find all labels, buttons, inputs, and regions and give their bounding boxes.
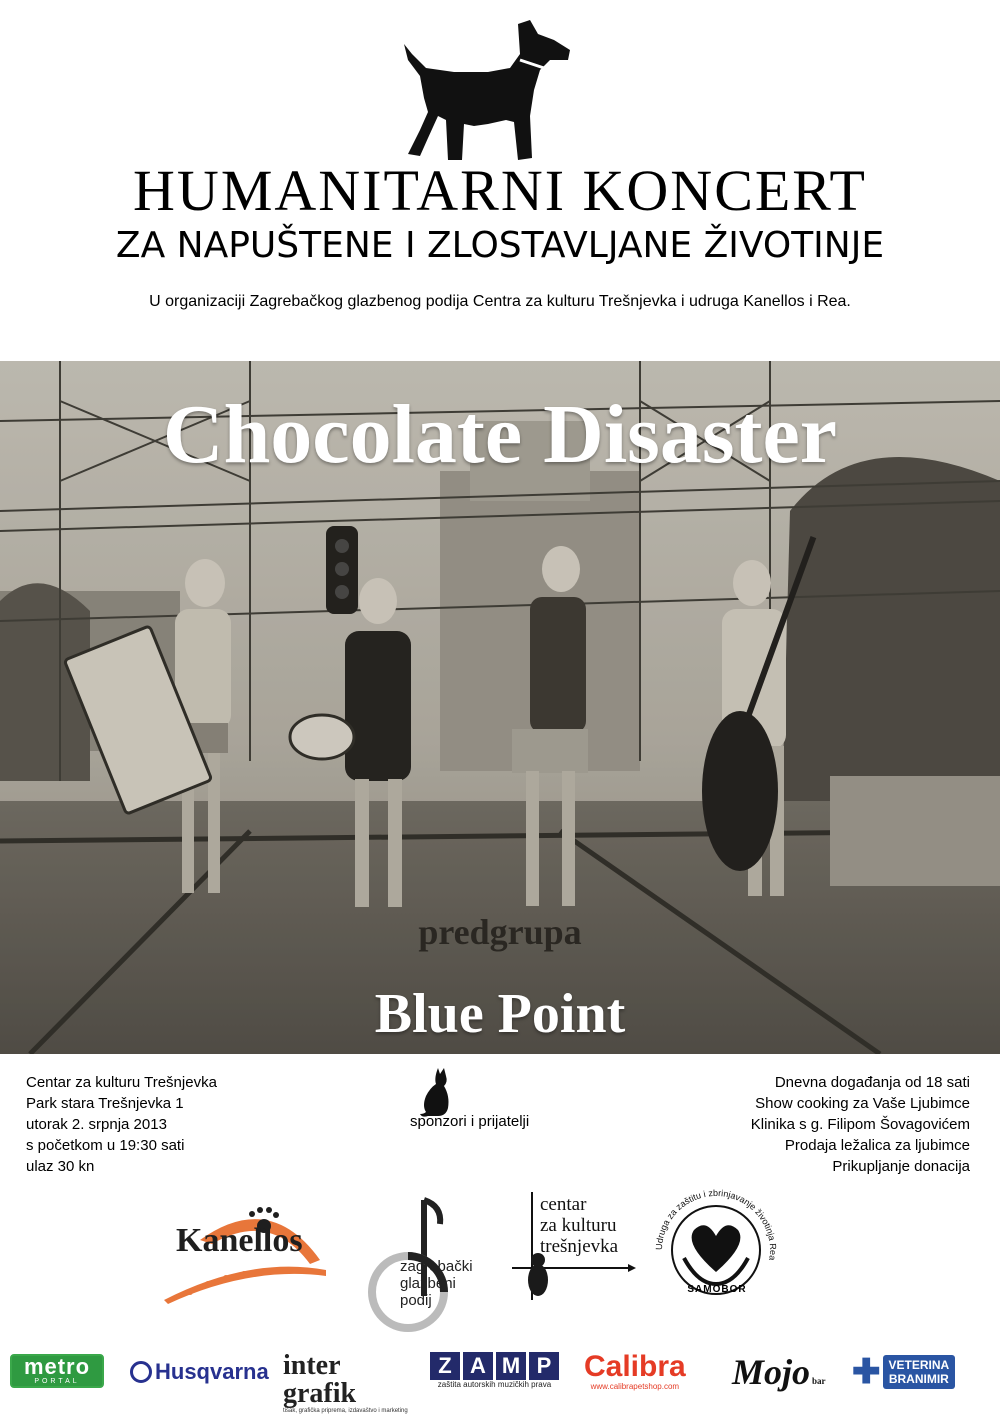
sponsors-label: sponzori i prijatelji [410, 1113, 530, 1130]
organizer-note: U organizaciji Zagrebačkog glazbenog podija Centra za kulturu Trešnjevka i udruga Kanellos i Rea. [149, 293, 851, 310]
zamp-letter: Z [430, 1352, 460, 1380]
venue-details [26, 1072, 217, 1177]
centar-line-1: centar [540, 1194, 587, 1215]
vet-line-2: BRANIMIR [888, 1372, 949, 1386]
mojo-sub: bar [812, 1376, 826, 1386]
zgp-line-1: zagrebački [400, 1258, 473, 1275]
event-clinic: Klinika s g. Filipom Šovagovićem [750, 1116, 970, 1133]
zamp-sub: zaštita autorskih muzičkih prava [437, 1380, 552, 1389]
zamp-letter: M [496, 1352, 526, 1380]
mojo-bar-logo [732, 1352, 826, 1392]
events-start: Dnevna događanja od 18 sati [774, 1074, 970, 1091]
daily-events [751, 1072, 970, 1177]
event-show-cooking: Show cooking za Vaše Ljubimce [755, 1095, 970, 1112]
vet-line-1: VETERINA [888, 1358, 950, 1372]
page-subtitle: ZA NAPUŠTENE I ZLOSTAVLJANE ŽIVOTINJE [115, 225, 885, 266]
zamp-letter: P [529, 1352, 559, 1380]
zgp-line-3: podij [400, 1292, 432, 1309]
support-label: predgrupa [418, 912, 582, 952]
centar-line-3: trešnjevka [540, 1236, 619, 1257]
zgp-text [400, 1258, 473, 1309]
event-date: utorak 2. srpnja 2013 [26, 1116, 167, 1133]
dog-icon [398, 20, 580, 162]
metro-name: metro [23, 1354, 91, 1379]
support-band-name: Blue Point [374, 983, 626, 1045]
zamp-letter: A [463, 1352, 493, 1380]
husqvarna-crown-icon [130, 1361, 152, 1383]
zgp-line-2: glazbeni [400, 1275, 456, 1292]
veterina-branimir-logo [852, 1352, 955, 1392]
heart-hands-icon [684, 1225, 748, 1284]
husqvarna-logo [130, 1352, 269, 1392]
headliner-name: Chocolate Disaster [162, 388, 838, 481]
kanellos-name: Kanellos [176, 1222, 303, 1259]
zamp-logo [430, 1352, 559, 1392]
husqvarna-name: Husqvarna [155, 1359, 269, 1384]
cat-icon [418, 1066, 454, 1120]
calibra-name: Calibra [584, 1350, 686, 1383]
page-title: HUMANITARNI KONCERT [133, 158, 867, 223]
intergrafik-sub: tisak, grafička priprema, izdavaštvo i marketing [283, 1408, 408, 1414]
cross-icon: ✚ [852, 1353, 881, 1391]
venue-name: Centar za kulturu Trešnjevka [26, 1074, 217, 1091]
calibra-url: www.calibrapetshop.com [590, 1382, 680, 1391]
rea-city: SAMOBOR [687, 1284, 747, 1295]
calibra-logo [584, 1352, 686, 1392]
intergrafik-name: inter grafik [283, 1350, 357, 1409]
event-beds-sale: Prodaja ležalica za ljubimce [784, 1137, 970, 1154]
metro-portal-logo [10, 1354, 104, 1388]
centar-line-2: za kulturu [540, 1215, 617, 1236]
centar-text [540, 1194, 618, 1257]
metro-sub: PORTAL [34, 1378, 80, 1385]
intergrafik-logo [283, 1350, 413, 1414]
entry-fee: ulaz 30 kn [26, 1158, 95, 1175]
rea-ring-text: Udruga za zaštitu i zbrinjavanje životinja Rea [654, 1188, 778, 1262]
event-time: s početkom u 19:30 sati [26, 1137, 185, 1154]
event-donations: Prikupljanje donacija [832, 1158, 970, 1175]
venue-address: Park stara Trešnjevka 1 [26, 1095, 184, 1112]
mojo-name: Mojo [732, 1352, 811, 1392]
